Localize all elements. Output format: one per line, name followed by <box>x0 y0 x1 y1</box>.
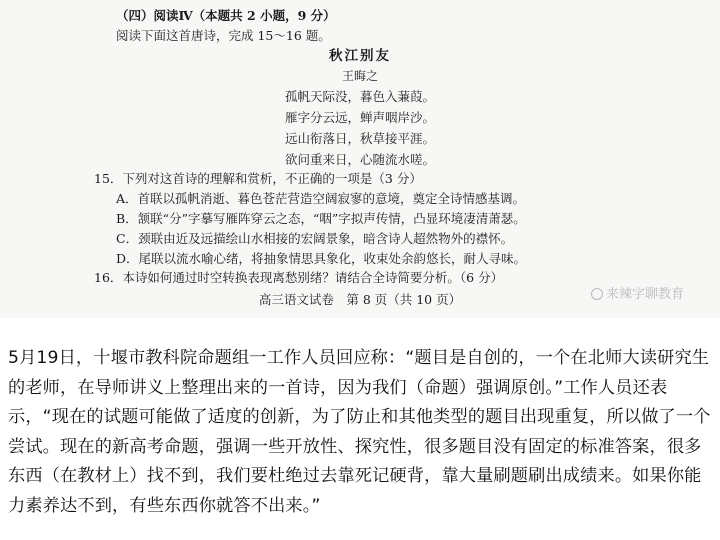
reading-instruction: 阅读下面这首唐诗，完成 15～16 题。 <box>116 28 331 43</box>
poem-title: 秋江别友 <box>329 48 391 64</box>
q15-option-a: A．首联以孤帆消逝、暮色苍茫营造空阔寂寥的意境，奠定全诗情感基调。 <box>116 191 526 206</box>
poem-line-3: 远山衔落日，秋草接平涯。 <box>284 131 435 146</box>
watermark-text: 来辣字聊教育 <box>605 287 684 302</box>
poem-line-1: 孤帆天际没，暮色入蒹葭。 <box>284 89 435 104</box>
article-paragraph: 5月19日，十堰市教科院命题组一工作人员回应称：“题目是自创的，一个在北师大读研究生的老师，在导师讲义上整理出来的一首诗，因为我们（命题）强调原创。”工作人员还表示，“现在的试题可能做了适度的创新，为了防止和其他类型的题目出现重复，所以做了一个尝试。现在的新高考命题，强调一些开放性、探究性，很多题目没有固定的标准答案，很多东西（在教材上）找不到，我们要杜绝过去靠死记硬背，靠大量刷题刷出成绩来。如果你能力素养达不到，有些东西你就答不出来。” <box>8 348 711 516</box>
watermark-icon <box>591 288 603 300</box>
q15-option-b: B．颔联“分”字摹写雁阵穿云之态，“咽”字拟声传情，凸显环境凄清萧瑟。 <box>116 211 526 226</box>
poem-line-4: 欲问重来日，心随流水嗟。 <box>284 152 435 167</box>
news-article <box>8 344 714 521</box>
question-16: 16．本诗如何通过时空转换表现离愁别绪？请结合全诗简要分析。（6 分） <box>94 270 504 285</box>
q15-option-d: D．尾联以流水喻心绪，将抽象情思具象化，收束处余韵悠长，耐人寻味。 <box>116 251 527 266</box>
q15-option-c: C．颈联由近及远描绘山水相接的宏阔景象，暗含诗人超然物外的襟怀。 <box>116 231 514 246</box>
page-footer: 高三语文试卷 第 8 页（共 10 页） <box>258 292 462 307</box>
section-title: （四）阅读Ⅳ（本题共 2 小题，9 分） <box>116 8 336 23</box>
question-15: 15．下列对这首诗的理解和赏析，不正确的一项是（3 分） <box>94 171 422 186</box>
poem-line-2: 雁字分云远，蝉声咽岸沙。 <box>284 110 435 125</box>
watermark <box>591 283 684 302</box>
poem-author: 王晦之 <box>341 69 378 83</box>
